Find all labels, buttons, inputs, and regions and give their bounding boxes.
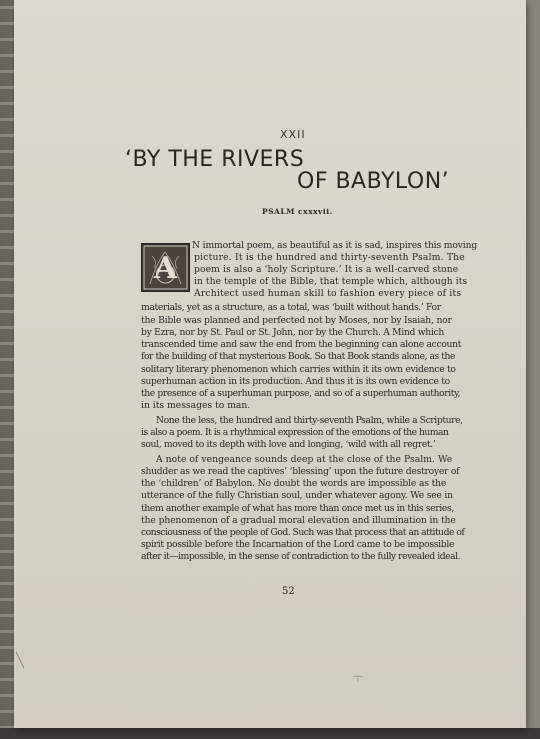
text-line: materials, yet as a structure, as a total, was ‘built without hands.’ For [141,302,441,313]
text-line: the Bible was planned and perfected not by Moses, nor by Isaiah, nor [141,315,452,326]
text-line: None the less, the hundred and thirty-seventh Psalm, while a Scripture, [156,415,463,426]
text-line: utterance of the fully Christian soul, under whatever agony. We see in [141,490,453,501]
text-line: by Ezra, nor by St. Paul or St. John, nor by the Church. A Mind which [141,327,444,338]
title-line-1: ‘BY THE RIVERS [125,147,305,172]
chapter-number: XXII [280,128,306,141]
book-page [14,0,526,728]
ornamental-dropcap [141,243,190,292]
text-line: the phenomenon of a gradual moral elevation and illumination in the [141,515,456,526]
page-number: 52 [282,586,295,597]
dropcap-letter: A [153,251,178,286]
paper-mark [14,650,26,673]
text-line: Architect used human skill to fashion every piece of its [194,288,462,299]
text-line: superhuman action in its production. And thus it is its own evidence to [141,376,450,387]
text-line: the ‘children’ of Babylon. No doubt the words are impossible as the [141,478,447,489]
text-line: after it—impossible, in the sense of contradiction to the fully revealed ideal. [141,551,461,562]
psalm-subtitle: PSALM cxxxvii. [262,207,333,216]
dropcap-ornament-icon [142,244,189,291]
book-edge [0,0,14,739]
text-line: picture. It is the hundred and thirty-seventh Psalm. The [194,252,465,263]
text-line: in its messages to man. [141,400,251,411]
text-line: N immortal poem, as beautiful as it is sad, inspires this moving [192,240,478,251]
text-line: A note of vengeance sounds deep at the close of the Psalm. We [156,454,453,465]
scratch-mark-icon [352,672,364,684]
text-line: consciousness of the people of God. Such was that process that an attitude of [141,527,465,538]
text-line: them another example of what has more than once met us in this series, [141,503,454,514]
title-line-2: OF BABYLON’ [297,169,450,194]
text-line: in the temple of the Bible, that temple which, although its [194,276,468,287]
text-line: spirit possible before the Incarnation of the Lord came to be impossible [141,539,455,550]
text-line: poem is also a ‘holy Scripture.’ It is a well-carved stone [194,264,459,275]
scratch-mark-icon [14,650,26,670]
text-line: is also a poem. It is a rhythmical expression of the emotions of the human [141,427,449,438]
text-line: soul, moved to its depth with love and longing, ‘wild with all regret.’ [141,439,436,450]
background-surface [0,728,540,739]
paper-mark [352,672,364,687]
text-line: for the building of that mysterious Book. So that Book stands alone, as the [141,351,455,362]
text-line: solitary literary phenomenon which carries within it its own evidence to [141,364,456,375]
text-line: shudder as we read the captives’ ‘blessing’ upon the future destroyer of [141,466,460,477]
text-line: transcended time and saw the end from the beginning can alone account [141,339,462,350]
text-line: the presence of a superhuman purpose, and so of a superhuman authority, [141,388,461,399]
